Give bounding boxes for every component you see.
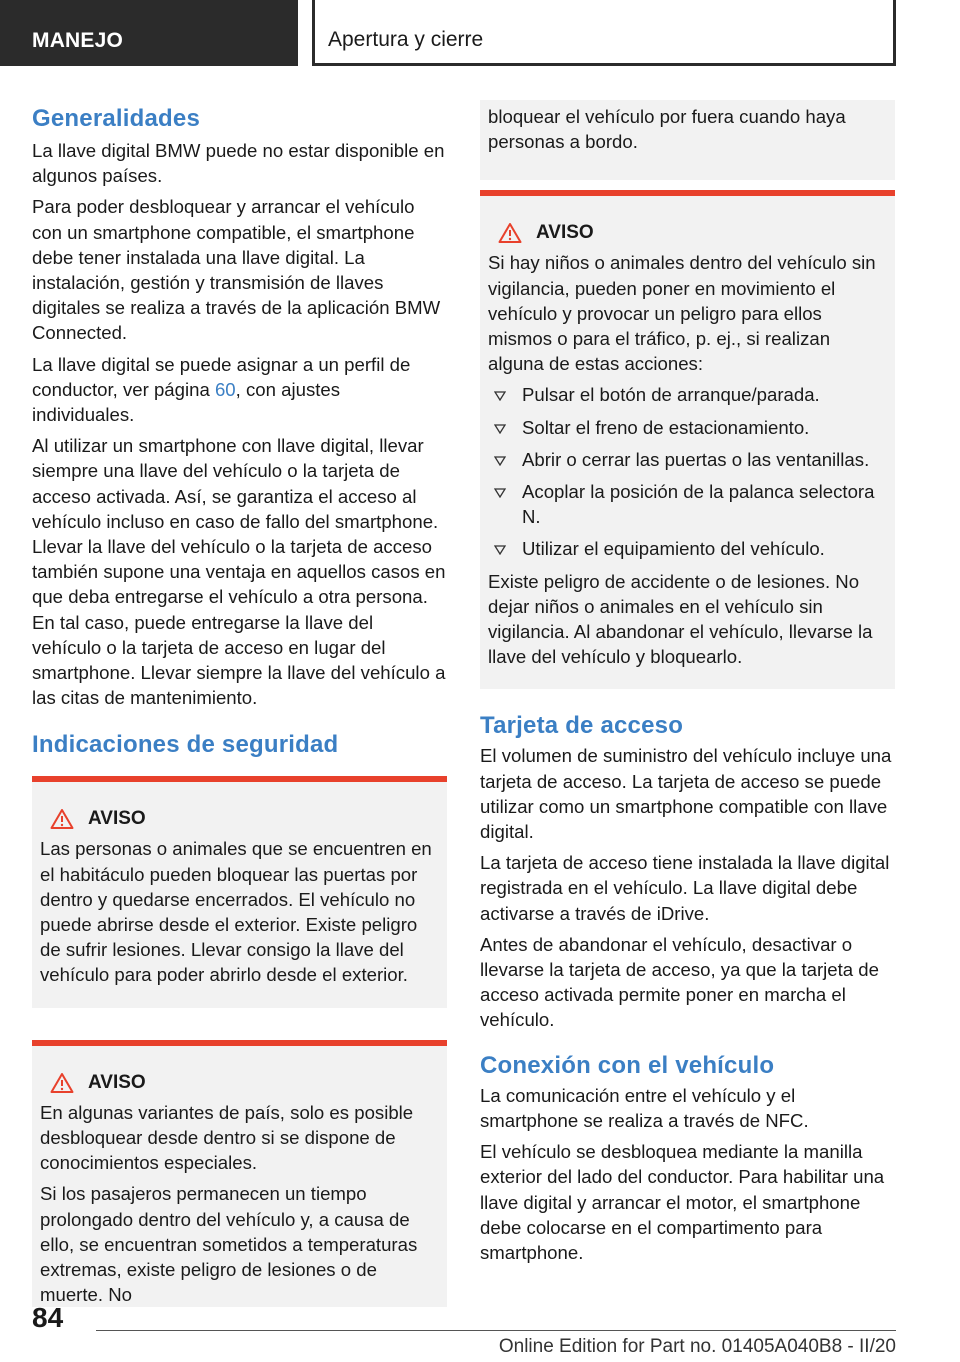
paragraph-with-link — [32, 352, 447, 428]
warning-header — [40, 808, 439, 830]
warning-header — [40, 1072, 439, 1094]
list-item — [488, 447, 887, 472]
action-list — [488, 382, 887, 561]
list-item-text: Acoplar la posición de la palanca selectora N. — [522, 481, 875, 528]
bullet-triangle-icon — [494, 545, 506, 555]
warning-continuation — [480, 100, 895, 180]
warning-text: Si los pasajeros permanecen un tiempo prolongado dentro del vehículo y, a causa de ello, se encuentran sometidos a temperaturas extremas, existe peligro de lesiones o de muerte. No — [40, 1183, 418, 1306]
warning-text: En algunas variantes de país, solo es posible desbloquear desde dentro si se dispone de conocimientos especiales. — [40, 1101, 414, 1174]
heading-access-card: Tarjeta de acceso — [480, 712, 684, 740]
list-item-text: Abrir o cerrar las puertas o las ventanillas. — [522, 448, 870, 470]
bullet-triangle-icon — [494, 391, 506, 401]
warning-header — [488, 222, 887, 244]
list-item — [488, 536, 887, 561]
warning-text: Las personas o animales que se encuentren en el habitáculo pueden bloquear las puertas por dentro y quedarse encerrados. El vehículo no puede abrirse desde el exterior. Existe peligro de sufrir lesiones. Llevar consigo la llave del vehículo para poder abrirlo desde el exterior. — [40, 838, 432, 986]
page-link[interactable]: 60 — [214, 378, 236, 400]
section-tab: MANEJO — [0, 0, 298, 66]
paragraph: El volumen de suministro del vehículo incluye una tarjeta de acceso. La tarjeta de acceso se puede utilizar como un smartphone compatible con llave digital. — [480, 745, 892, 843]
list-item-text: Soltar el freno de estacionamiento. — [522, 416, 810, 438]
warning-text: bloquear el vehículo por fuera cuando haya personas a bordo. — [488, 106, 846, 153]
left-column — [32, 100, 447, 1311]
list-item-text: Pulsar el botón de arranque/parada. — [522, 384, 820, 406]
warning-title: AVISO — [88, 808, 146, 830]
warning-triangle-icon — [498, 222, 522, 244]
warning-box — [480, 190, 895, 689]
text: , con ajustes individuales. — [32, 378, 341, 426]
bullet-triangle-icon — [494, 456, 506, 466]
paragraph: La comunicación entre el vehículo y el smartphone se realiza a través de NFC. — [480, 1084, 809, 1131]
warning-title: AVISO — [88, 1071, 146, 1093]
warning-box — [32, 1040, 447, 1308]
edition-note: Online Edition for Part no. 01405A040B8 - II/20 — [498, 1336, 896, 1357]
heading-safety: Indicaciones de seguridad — [32, 731, 339, 759]
bullet-triangle-icon — [494, 488, 506, 498]
warning-text: Si hay niños o animales dentro del vehículo sin vigilancia, pueden poner en movimiento el vehículo y provocar un peligro para ellos mismos o para el tráfico, p. ej., si realizan alguna de estas acciones: — [488, 252, 876, 375]
right-column — [480, 100, 895, 1271]
warning-box — [32, 776, 447, 1007]
warning-triangle-icon — [50, 808, 74, 830]
chapter-title: Apertura y cierre — [312, 0, 896, 66]
paragraph: El vehículo se desbloquea mediante la manilla exterior del lado del conductor. Para habilitar una llave digital y arrancar el motor, el smartphone debe colocarse en el compartimento para smartphone. — [480, 1141, 885, 1263]
paragraph: Al utilizar un smartphone con llave digital, llevar siempre una llave del vehículo o la tarjeta de acceso activada. Así, se garantiza el acceso al vehículo incluso en caso de fallo del smartphone. Llevar la llave del vehículo o la tarjeta de acceso también supone una ventaja en aquellos casos en que deba entregarse el vehículo a otra persona. En tal caso, puede entregarse la llave del vehículo o la tarjeta de acceso en lugar del smartphone. Llevar siempre la llave del vehículo a las citas de mantenimiento. — [32, 435, 446, 709]
warning-triangle-icon — [50, 1072, 74, 1094]
bullet-triangle-icon — [494, 424, 506, 434]
heading-general: Generalidades — [32, 105, 201, 132]
footer-divider — [96, 1330, 896, 1331]
text: La llave digital se puede asignar a un perfil de conductor, ver página — [32, 353, 411, 400]
heading-connection: Conexión con el vehículo — [480, 1051, 775, 1079]
list-item — [488, 382, 887, 407]
paragraph: La llave digital BMW puede no estar disponible en algunos países. — [32, 140, 445, 187]
list-item-text: Utilizar el equipamiento del vehículo. — [522, 538, 825, 560]
paragraph: La tarjeta de acceso tiene instalada la llave digital registrada en el vehículo. La llave digital debe activarse a través de iDrive. — [480, 852, 890, 924]
paragraph: Antes de abandonar el vehículo, desactivar o llevarse la tarjeta de acceso, ya que la tarjeta de acceso activada permite poner en marcha el vehículo. — [480, 933, 879, 1031]
warning-text: Existe peligro de accidente o de lesiones. No dejar niños o animales en el vehículo sin vigilancia. Al abandonar el vehículo, llevarse la llave del vehículo y bloquearlo. — [488, 570, 873, 668]
paragraph: Para poder desbloquear y arrancar el vehículo con un smartphone compatible, el smartphone debe tener instalada una llave digital. La instalación, gestión y transmisión de llaves digitales se realiza a través de la aplicación BMW Connected. — [32, 196, 441, 344]
list-item — [488, 479, 887, 529]
list-item — [488, 415, 887, 440]
warning-title: AVISO — [536, 222, 594, 244]
page-number: 84 — [32, 1302, 64, 1333]
